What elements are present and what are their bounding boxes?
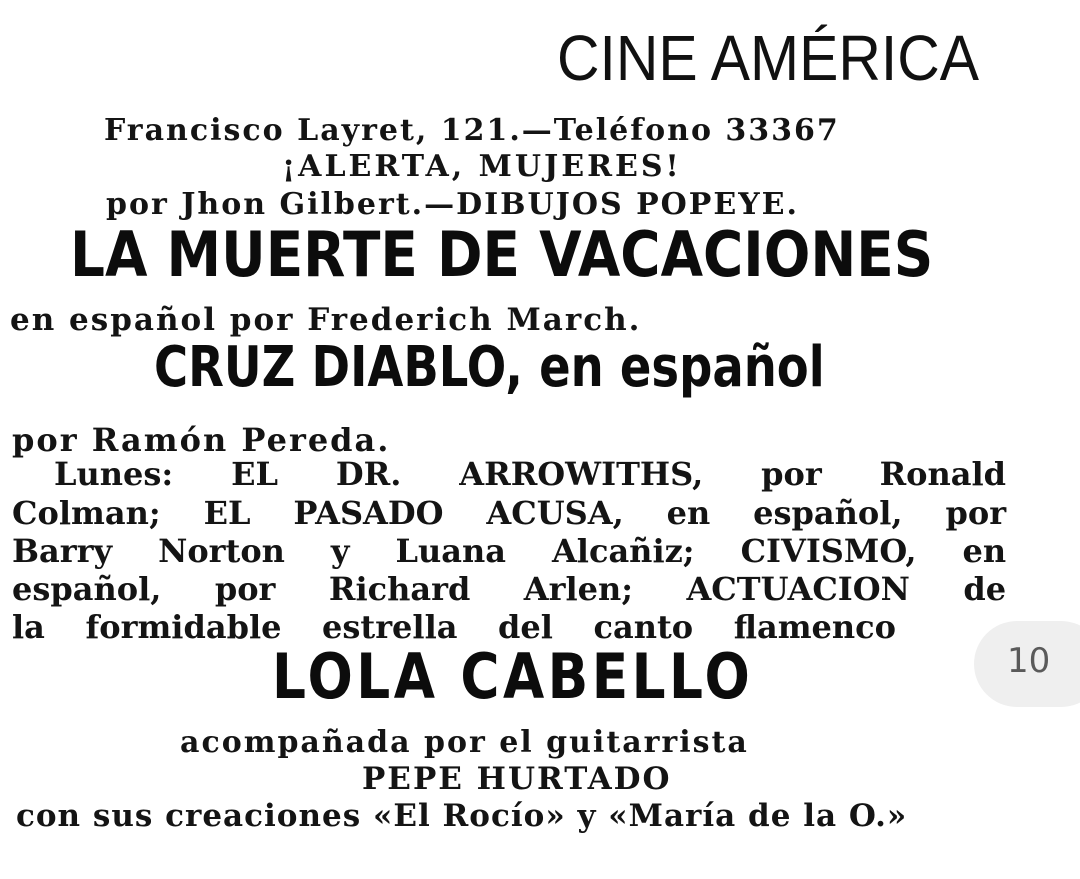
- accompaniment-line: acompañada por el guitarrista: [180, 725, 749, 760]
- film-1-credit: por Jhon Gilbert.—DIBUJOS POPEYE.: [106, 187, 799, 222]
- monday-program-line: Barry Norton y Luana Alcañiz; CIVISMO, en: [12, 532, 1007, 570]
- film-3-title: CRUZ DIABLO, en español: [154, 335, 825, 400]
- page-number: 10: [1007, 641, 1051, 681]
- film-2-title: LA MUERTE DE VACACIONES: [70, 218, 934, 291]
- performer-name: LOLA CABELLO: [272, 640, 754, 713]
- guitarist-name: PEPE HURTADO: [362, 761, 672, 797]
- address-line: Francisco Layret, 121.—Teléfono 33367: [104, 113, 840, 148]
- cinema-name: CINE AMÉRICA: [557, 22, 980, 94]
- monday-program-line: español, por Richard Arlen; ACTUACION de: [12, 570, 1007, 608]
- monday-program-line: Colman; EL PASADO ACUSA, en español, por: [12, 494, 1007, 532]
- creations-line: con sus creaciones «El Rocío» y «María de la O.»: [16, 798, 908, 834]
- monday-program-line: Lunes: EL DR. ARROWITHS, por Ronald: [54, 455, 1007, 493]
- film-2-credit: en español por Frederich March.: [10, 302, 642, 338]
- film-1-title: ¡ALERTA, MUJERES!: [282, 149, 682, 184]
- film-3-credit: por Ramón Pereda.: [12, 421, 391, 459]
- monday-program-line: la formidable estrella del canto flamenco: [12, 608, 896, 646]
